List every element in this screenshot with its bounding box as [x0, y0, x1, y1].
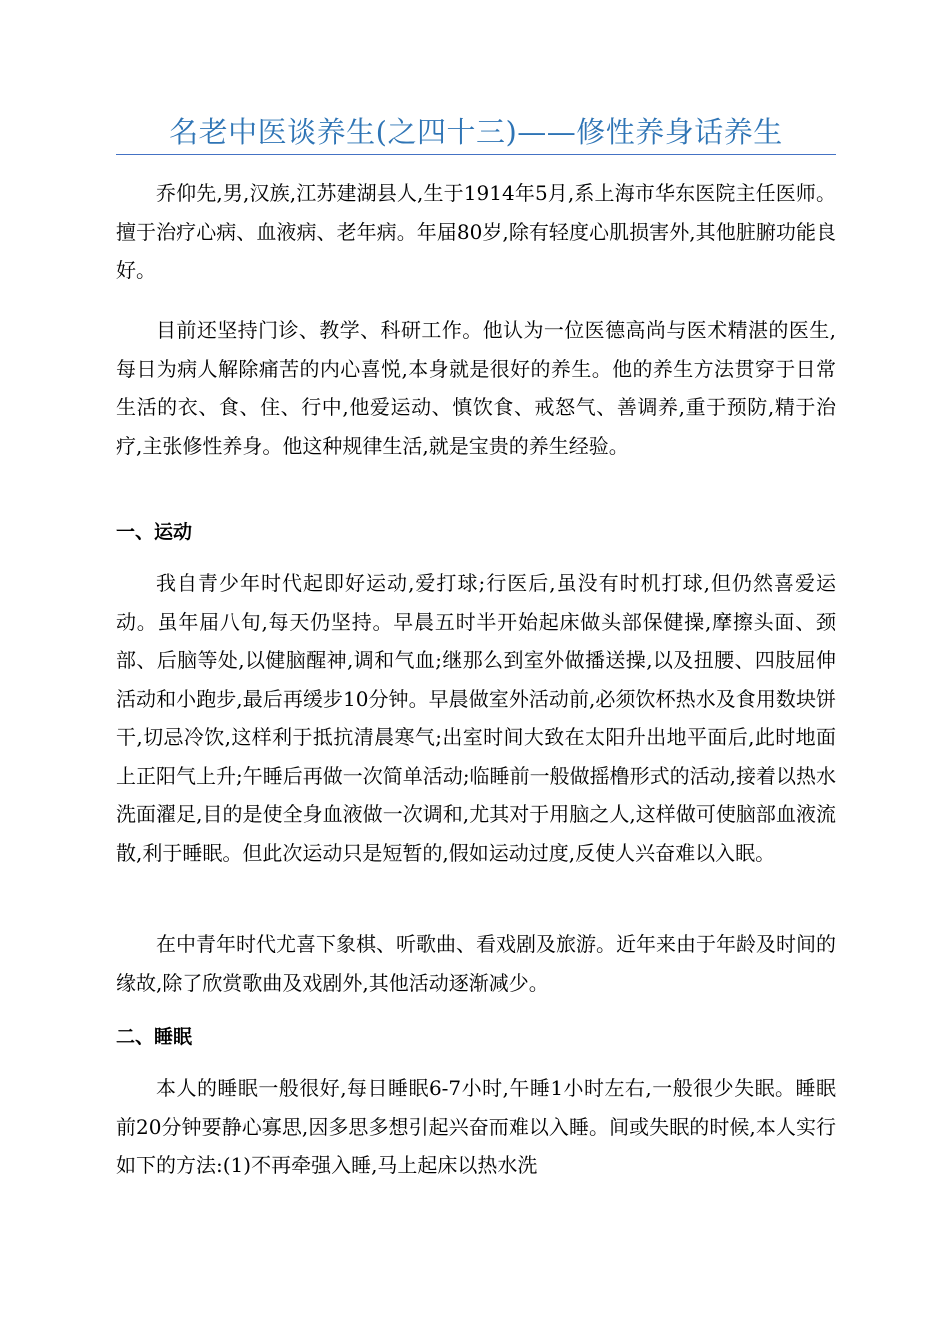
title-underline — [116, 154, 836, 155]
exercise-paragraph: 我自青少年时代起即好运动,爱打球;行医后,虽没有时机打球,但仍然喜爱运动。虽年届八旬,每天仍坚持。早晨五时半开始起床做头部保健操,摩擦头面、颈部、后脑等处,以健脑醒神,调和气血;继那么到室外做播送操,以及扭腰、四肢屈伸活动和小跑步,最后再缓步10分钟。早晨做室外活动前,必须饮杯热水及食用数块饼干,切忌冷饮,这样利于抵抗清晨寒气;出室时间大致在太阳升出地平面后,此时地面上正阳气上升;午睡后再做一次简单活动;临睡前一般做摇橹形式的活动,接着以热水洗面濯足,目的是使全身血液做一次调和,尤其对于用脑之人,这样做可使脑部血液流散,利于睡眠。但此次运动只是短暂的,假如运动过度,反使人兴奋难以入眠。 — [116, 571, 836, 865]
section-heading-exercise: 一、运动 — [116, 521, 193, 543]
hobbies-paragraph: 在中青年时代尤喜下象棋、听歌曲、看戏剧及旅游。近年来由于年龄及时间的缘故,除了欣赏歌曲及戏剧外,其他活动逐渐减少。 — [116, 932, 836, 995]
document-title: 名老中医谈养生(之四十三)——修性养身话养生 — [169, 115, 783, 149]
section-heading-sleep: 二、睡眠 — [116, 1026, 193, 1048]
intro-paragraph: 乔仰先,男,汉族,江苏建湖县人,生于1914年5月,系上海市华东医院主任医师。擅于治疗心病、血液病、老年病。年届80岁,除有轻度心肌损害外,其他脏腑功能良好。 — [116, 181, 836, 282]
overview-paragraph: 目前还坚持门诊、教学、科研工作。他认为一位医德高尚与医术精湛的医生,每日为病人解除痛苦的内心喜悦,本身就是很好的养生。他的养生方法贯穿于日常生活的衣、食、住、行中,他爱运动、慎饮食、戒怒气、善调养,重于预防,精于治疗,主张修性养身。他这种规律生活,就是宝贵的养生经验。 — [116, 318, 836, 458]
sleep-paragraph: 本人的睡眠一般很好,每日睡眠6-7小时,午睡1小时左右,一般很少失眠。睡眠前20分钟要静心寡思,因多思多想引起兴奋而难以入睡。间或失眠的时候,本人实行如下的方法:(1)不再牵强入睡,马上起床以热水洗 — [116, 1076, 836, 1177]
